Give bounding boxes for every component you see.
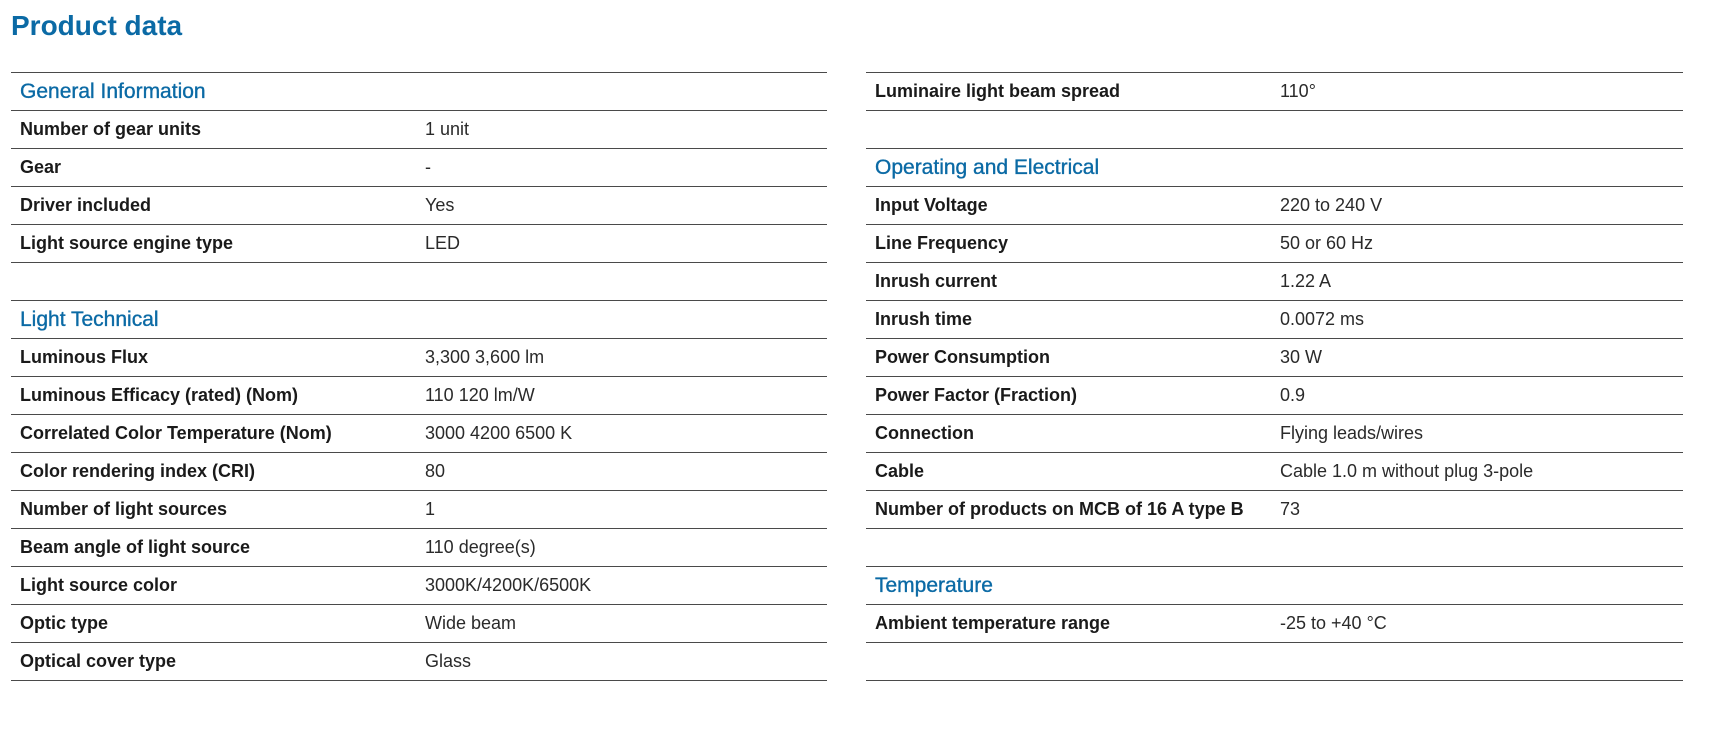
- right-column: [866, 72, 1683, 681]
- spec-row: [11, 187, 827, 225]
- spec-value: 0.0072 ms: [1280, 309, 1365, 329]
- spec-label: Luminous Flux: [20, 347, 148, 367]
- page-title: Product data: [11, 10, 183, 41]
- spec-value: 30 W: [1280, 347, 1323, 367]
- spec-label: Gear: [20, 157, 62, 177]
- spec-row: [11, 605, 827, 643]
- spec-row: [866, 491, 1683, 529]
- spec-row: [866, 73, 1683, 111]
- spec-label: Inrush time: [875, 309, 973, 329]
- spec-label: Correlated Color Temperature (Nom): [20, 423, 332, 443]
- spec-label: Ambient temperature range: [875, 613, 1111, 633]
- spec-label: Power Consumption: [875, 347, 1050, 367]
- spec-label: Light source engine type: [20, 233, 234, 253]
- spec-label: Beam angle of light source: [20, 537, 251, 557]
- spec-row: [866, 301, 1683, 339]
- spacer-row: [866, 643, 1683, 681]
- left-column: [11, 72, 827, 681]
- spec-row: [11, 225, 827, 263]
- spec-value: -: [425, 157, 431, 177]
- spec-label: Color rendering index (CRI): [20, 461, 256, 481]
- spec-value: 3000 4200 6500 K: [425, 423, 573, 443]
- spec-value: 110°: [1280, 81, 1316, 101]
- spec-row: [11, 453, 827, 491]
- spec-row: [11, 111, 827, 149]
- spec-row: [866, 415, 1683, 453]
- spec-label: Cable: [875, 461, 925, 481]
- section-title: Light Technical: [20, 307, 159, 331]
- spec-label: Number of gear units: [20, 119, 202, 139]
- spec-row: [11, 339, 827, 377]
- spec-row: [11, 149, 827, 187]
- spec-label: Light source color: [20, 575, 178, 595]
- section-title: General Information: [20, 79, 206, 103]
- spec-value: 3,300 3,600 lm: [425, 347, 545, 367]
- spec-value: 50 or 60 Hz: [1280, 233, 1374, 253]
- spec-value: -25 to +40 °C: [1280, 613, 1387, 633]
- spec-row: [866, 187, 1683, 225]
- spec-value: Glass: [425, 651, 472, 671]
- spacer-row: [11, 263, 827, 301]
- spec-row: [866, 377, 1683, 415]
- spec-row: [11, 377, 827, 415]
- spec-value: 110 degree(s): [425, 537, 536, 557]
- spec-row: [11, 567, 827, 605]
- spec-value: 0.9: [1280, 385, 1306, 405]
- spec-label: Line Frequency: [875, 233, 1009, 253]
- spec-row: [866, 605, 1683, 643]
- section-title: Temperature: [875, 573, 993, 597]
- spec-value: 1: [425, 499, 436, 519]
- spec-row: [11, 643, 827, 681]
- spec-row: [11, 529, 827, 567]
- section-title: Operating and Electrical: [875, 155, 1100, 179]
- spec-value: 1 unit: [425, 119, 470, 139]
- spec-label: Input Voltage: [875, 195, 988, 215]
- spec-value: Flying leads/wires: [1280, 423, 1424, 443]
- spec-value: Cable 1.0 m without plug 3-pole: [1280, 461, 1534, 481]
- spec-value: LED: [425, 233, 461, 253]
- spec-row: [866, 225, 1683, 263]
- spec-row: [866, 263, 1683, 301]
- section-header-temperature: [866, 567, 1683, 605]
- spec-row: [866, 339, 1683, 377]
- spec-label: Optical cover type: [20, 651, 177, 671]
- spec-label: Power Factor (Fraction): [875, 385, 1078, 405]
- spec-label: Number of light sources: [20, 499, 228, 519]
- spec-row: [11, 415, 827, 453]
- spec-value: 1.22 A: [1280, 271, 1332, 291]
- section-header-operating-electrical: [866, 149, 1683, 187]
- spec-label: Luminaire light beam spread: [875, 81, 1121, 101]
- spec-label: Optic type: [20, 613, 109, 633]
- section-header-general-information: [11, 73, 827, 111]
- section-header-light-technical: [11, 301, 827, 339]
- spec-value: Wide beam: [425, 613, 517, 633]
- spec-value: 220 to 240 V: [1280, 195, 1383, 215]
- spec-label: Driver included: [20, 195, 152, 215]
- spec-row: [866, 453, 1683, 491]
- spec-value: 80: [425, 461, 446, 481]
- spec-value: 110 120 lm/W: [425, 385, 535, 405]
- spec-value: 73: [1280, 499, 1301, 519]
- spec-label: Inrush current: [875, 271, 998, 291]
- spec-value: 3000K/4200K/6500K: [425, 575, 592, 595]
- spacer-row: [866, 111, 1683, 149]
- spec-label: Number of products on MCB of 16 A type B: [875, 499, 1244, 519]
- spec-label: Luminous Efficacy (rated) (Nom): [20, 385, 299, 405]
- spec-value: Yes: [425, 195, 455, 215]
- spec-label: Connection: [875, 423, 974, 443]
- spacer-row: [866, 529, 1683, 567]
- spec-row: [11, 491, 827, 529]
